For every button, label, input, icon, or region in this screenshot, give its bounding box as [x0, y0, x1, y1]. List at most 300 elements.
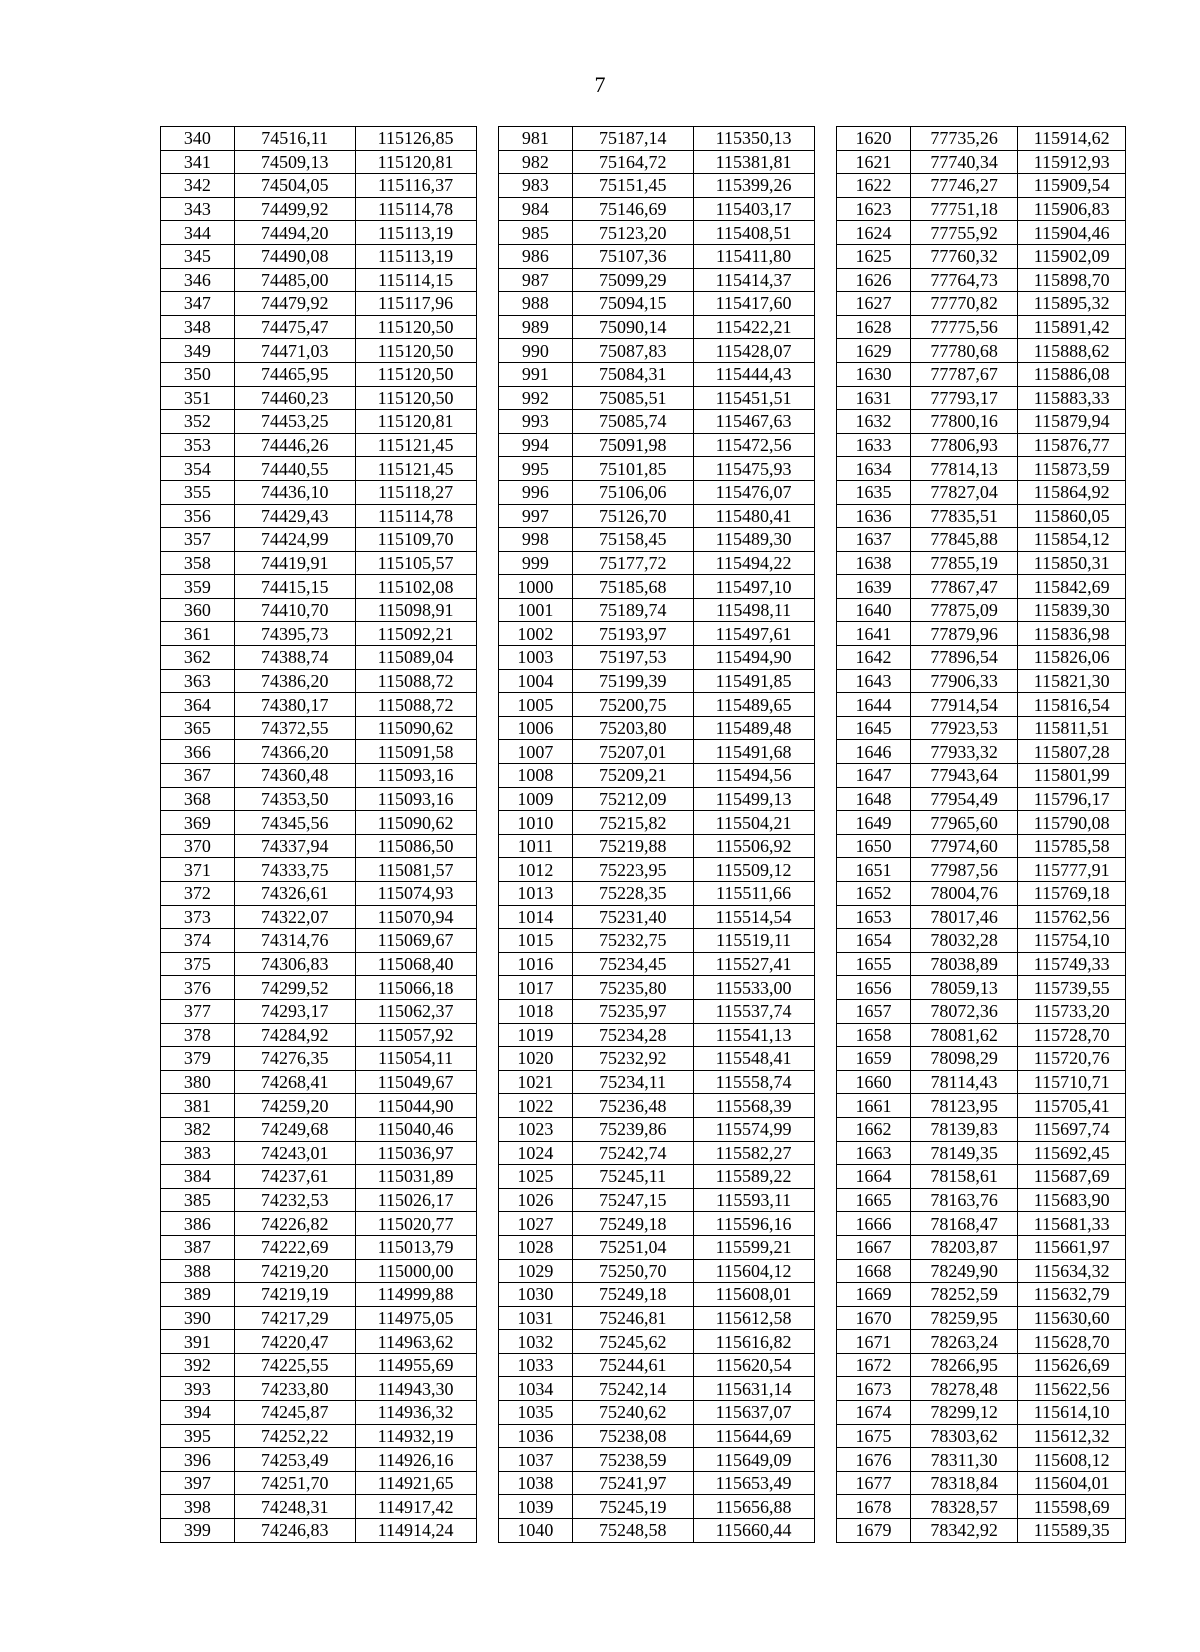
table-row	[161, 952, 1126, 976]
column-gap	[476, 1259, 499, 1283]
y-coordinate: 115062,37	[355, 999, 476, 1023]
table-row	[161, 1070, 1126, 1094]
x-coordinate: 78038,89	[910, 952, 1018, 976]
x-coordinate: 74245,87	[234, 1401, 355, 1425]
x-coordinate: 75228,35	[572, 882, 693, 906]
point-number: 345	[161, 244, 235, 268]
point-number: 1016	[499, 952, 573, 976]
x-coordinate: 78252,59	[910, 1283, 1018, 1307]
x-coordinate: 78299,12	[910, 1401, 1018, 1425]
column-gap	[476, 1070, 499, 1094]
table-row	[161, 504, 1126, 528]
point-number: 346	[161, 268, 235, 292]
x-coordinate: 78004,76	[910, 882, 1018, 906]
y-coordinate: 115864,92	[1018, 480, 1126, 504]
point-number: 394	[161, 1401, 235, 1425]
x-coordinate: 74337,94	[234, 834, 355, 858]
x-coordinate: 77827,04	[910, 480, 1018, 504]
y-coordinate: 115491,68	[693, 740, 814, 764]
point-number: 1621	[837, 150, 911, 174]
point-number: 383	[161, 1141, 235, 1165]
x-coordinate: 77740,34	[910, 150, 1018, 174]
point-number: 397	[161, 1471, 235, 1495]
y-coordinate: 115117,96	[355, 292, 476, 316]
x-coordinate: 75240,62	[572, 1401, 693, 1425]
y-coordinate: 115604,01	[1018, 1471, 1126, 1495]
column-gap	[814, 646, 837, 670]
column-gap	[476, 1188, 499, 1212]
point-number: 366	[161, 740, 235, 764]
x-coordinate: 75247,15	[572, 1188, 693, 1212]
table-row	[161, 811, 1126, 835]
y-coordinate: 115860,05	[1018, 504, 1126, 528]
point-number: 1640	[837, 598, 911, 622]
y-coordinate: 115883,33	[1018, 386, 1126, 410]
y-coordinate: 115519,11	[693, 929, 814, 953]
table-row	[161, 976, 1126, 1000]
point-number: 1028	[499, 1235, 573, 1259]
column-gap	[476, 575, 499, 599]
table-row	[161, 244, 1126, 268]
point-number: 1034	[499, 1377, 573, 1401]
x-coordinate: 75245,19	[572, 1495, 693, 1519]
y-coordinate: 115656,88	[693, 1495, 814, 1519]
x-coordinate: 78098,29	[910, 1047, 1018, 1071]
column-gap	[814, 292, 837, 316]
y-coordinate: 114917,42	[355, 1495, 476, 1519]
x-coordinate: 77780,68	[910, 339, 1018, 363]
point-number: 386	[161, 1212, 235, 1236]
column-gap	[814, 1212, 837, 1236]
table-row	[161, 1306, 1126, 1330]
column-gap	[814, 339, 837, 363]
point-number: 1038	[499, 1471, 573, 1495]
column-gap	[814, 410, 837, 434]
x-coordinate: 75101,85	[572, 457, 693, 481]
x-coordinate: 74249,68	[234, 1117, 355, 1141]
point-number: 983	[499, 174, 573, 198]
point-number: 1002	[499, 622, 573, 646]
point-number: 1676	[837, 1448, 911, 1472]
y-coordinate: 115497,61	[693, 622, 814, 646]
point-number: 398	[161, 1495, 235, 1519]
column-gap	[476, 622, 499, 646]
column-gap	[476, 1448, 499, 1472]
point-number: 1019	[499, 1023, 573, 1047]
point-number: 1031	[499, 1306, 573, 1330]
point-number: 1647	[837, 764, 911, 788]
y-coordinate: 115120,50	[355, 315, 476, 339]
x-coordinate: 77800,16	[910, 410, 1018, 434]
y-coordinate: 115850,31	[1018, 551, 1126, 575]
point-number: 1641	[837, 622, 911, 646]
point-number: 356	[161, 504, 235, 528]
x-coordinate: 78139,83	[910, 1117, 1018, 1141]
x-coordinate: 75244,61	[572, 1353, 693, 1377]
y-coordinate: 115514,54	[693, 905, 814, 929]
point-number: 396	[161, 1448, 235, 1472]
x-coordinate: 77914,54	[910, 693, 1018, 717]
point-number: 1008	[499, 764, 573, 788]
x-coordinate: 74345,56	[234, 811, 355, 835]
column-gap	[476, 858, 499, 882]
x-coordinate: 75249,18	[572, 1283, 693, 1307]
table-row	[161, 669, 1126, 693]
column-gap	[476, 1306, 499, 1330]
table-row	[161, 622, 1126, 646]
x-coordinate: 75185,68	[572, 575, 693, 599]
column-gap	[476, 716, 499, 740]
x-coordinate: 75236,48	[572, 1094, 693, 1118]
point-number: 385	[161, 1188, 235, 1212]
point-number: 996	[499, 480, 573, 504]
column-gap	[814, 197, 837, 221]
y-coordinate: 115839,30	[1018, 598, 1126, 622]
x-coordinate: 75090,14	[572, 315, 693, 339]
x-coordinate: 74475,47	[234, 315, 355, 339]
table-row	[161, 834, 1126, 858]
x-coordinate: 75164,72	[572, 150, 693, 174]
x-coordinate: 74499,92	[234, 197, 355, 221]
table-row	[161, 386, 1126, 410]
column-gap	[814, 858, 837, 882]
y-coordinate: 115444,43	[693, 362, 814, 386]
x-coordinate: 75248,58	[572, 1519, 693, 1543]
table-row	[161, 457, 1126, 481]
y-coordinate: 115796,17	[1018, 787, 1126, 811]
y-coordinate: 115612,58	[693, 1306, 814, 1330]
column-gap	[814, 811, 837, 835]
table-row	[161, 1259, 1126, 1283]
point-number: 354	[161, 457, 235, 481]
x-coordinate: 77867,47	[910, 575, 1018, 599]
table-row	[161, 1448, 1126, 1472]
point-number: 1011	[499, 834, 573, 858]
column-gap	[814, 1377, 837, 1401]
y-coordinate: 115914,62	[1018, 127, 1126, 151]
point-number: 989	[499, 315, 573, 339]
column-gap	[476, 221, 499, 245]
table-row	[161, 1165, 1126, 1189]
table-row	[161, 740, 1126, 764]
table-row	[161, 292, 1126, 316]
point-number: 1001	[499, 598, 573, 622]
y-coordinate: 115044,90	[355, 1094, 476, 1118]
column-gap	[476, 410, 499, 434]
point-number: 1651	[837, 858, 911, 882]
column-gap	[814, 457, 837, 481]
y-coordinate: 115088,72	[355, 669, 476, 693]
table-row	[161, 905, 1126, 929]
y-coordinate: 115120,81	[355, 150, 476, 174]
point-number: 1671	[837, 1330, 911, 1354]
point-number: 1014	[499, 905, 573, 929]
column-gap	[476, 882, 499, 906]
x-coordinate: 78328,57	[910, 1495, 1018, 1519]
x-coordinate: 75238,08	[572, 1424, 693, 1448]
point-number: 1634	[837, 457, 911, 481]
column-gap	[814, 221, 837, 245]
y-coordinate: 115873,59	[1018, 457, 1126, 481]
column-gap	[476, 999, 499, 1023]
point-number: 374	[161, 929, 235, 953]
table-row	[161, 1401, 1126, 1425]
column-gap	[814, 1306, 837, 1330]
x-coordinate: 77770,82	[910, 292, 1018, 316]
x-coordinate: 74293,17	[234, 999, 355, 1023]
x-coordinate: 74322,07	[234, 905, 355, 929]
y-coordinate: 115631,14	[693, 1377, 814, 1401]
x-coordinate: 75107,36	[572, 244, 693, 268]
point-number: 1032	[499, 1330, 573, 1354]
column-gap	[476, 504, 499, 528]
y-coordinate: 115489,30	[693, 528, 814, 552]
x-coordinate: 74326,61	[234, 882, 355, 906]
y-coordinate: 115506,92	[693, 834, 814, 858]
y-coordinate: 115527,41	[693, 952, 814, 976]
table-row	[161, 433, 1126, 457]
y-coordinate: 115777,91	[1018, 858, 1126, 882]
point-number: 1636	[837, 504, 911, 528]
y-coordinate: 115541,13	[693, 1023, 814, 1047]
point-number: 376	[161, 976, 235, 1000]
x-coordinate: 74516,11	[234, 127, 355, 151]
table-row	[161, 1188, 1126, 1212]
y-coordinate: 114963,62	[355, 1330, 476, 1354]
y-coordinate: 115649,09	[693, 1448, 814, 1472]
point-number: 391	[161, 1330, 235, 1354]
table-body	[161, 127, 1126, 1543]
y-coordinate: 115013,79	[355, 1235, 476, 1259]
point-number: 357	[161, 528, 235, 552]
x-coordinate: 77943,64	[910, 764, 1018, 788]
column-gap	[476, 811, 499, 835]
point-number: 388	[161, 1259, 235, 1283]
y-coordinate: 115090,62	[355, 716, 476, 740]
table-row	[161, 1353, 1126, 1377]
column-gap	[814, 433, 837, 457]
x-coordinate: 74299,52	[234, 976, 355, 1000]
y-coordinate: 115582,27	[693, 1141, 814, 1165]
point-number: 1675	[837, 1424, 911, 1448]
column-gap	[814, 504, 837, 528]
y-coordinate: 115660,44	[693, 1519, 814, 1543]
point-number: 1663	[837, 1141, 911, 1165]
column-gap	[814, 1070, 837, 1094]
y-coordinate: 115092,21	[355, 622, 476, 646]
column-gap	[476, 1330, 499, 1354]
y-coordinate: 115081,57	[355, 858, 476, 882]
point-number: 348	[161, 315, 235, 339]
x-coordinate: 75250,70	[572, 1259, 693, 1283]
x-coordinate: 77775,56	[910, 315, 1018, 339]
point-number: 399	[161, 1519, 235, 1543]
column-gap	[476, 339, 499, 363]
y-coordinate: 115118,27	[355, 480, 476, 504]
point-number: 347	[161, 292, 235, 316]
x-coordinate: 75234,45	[572, 952, 693, 976]
y-coordinate: 115548,41	[693, 1047, 814, 1071]
x-coordinate: 74233,80	[234, 1377, 355, 1401]
point-number: 1673	[837, 1377, 911, 1401]
x-coordinate: 74253,49	[234, 1448, 355, 1472]
x-coordinate: 75197,53	[572, 646, 693, 670]
column-gap	[814, 693, 837, 717]
x-coordinate: 77764,73	[910, 268, 1018, 292]
column-gap	[814, 764, 837, 788]
x-coordinate: 77954,49	[910, 787, 1018, 811]
point-number: 382	[161, 1117, 235, 1141]
x-coordinate: 77879,96	[910, 622, 1018, 646]
point-number: 1000	[499, 575, 573, 599]
point-number: 1642	[837, 646, 911, 670]
x-coordinate: 74222,69	[234, 1235, 355, 1259]
point-number: 353	[161, 433, 235, 457]
x-coordinate: 75199,39	[572, 669, 693, 693]
column-gap	[814, 1047, 837, 1071]
column-gap	[476, 1235, 499, 1259]
y-coordinate: 115537,74	[693, 999, 814, 1023]
x-coordinate: 77746,27	[910, 174, 1018, 198]
x-coordinate: 75234,11	[572, 1070, 693, 1094]
x-coordinate: 74333,75	[234, 858, 355, 882]
point-number: 1660	[837, 1070, 911, 1094]
x-coordinate: 74268,41	[234, 1070, 355, 1094]
y-coordinate: 115120,50	[355, 339, 476, 363]
y-coordinate: 115891,42	[1018, 315, 1126, 339]
point-number: 1637	[837, 528, 911, 552]
column-gap	[476, 1471, 499, 1495]
x-coordinate: 75084,31	[572, 362, 693, 386]
point-number: 352	[161, 410, 235, 434]
point-number: 351	[161, 386, 235, 410]
point-number: 1670	[837, 1306, 911, 1330]
x-coordinate: 74479,92	[234, 292, 355, 316]
column-gap	[476, 457, 499, 481]
table-row	[161, 858, 1126, 882]
table-row	[161, 882, 1126, 906]
column-gap	[476, 197, 499, 221]
x-coordinate: 78318,84	[910, 1471, 1018, 1495]
x-coordinate: 77896,54	[910, 646, 1018, 670]
point-number: 1018	[499, 999, 573, 1023]
x-coordinate: 74243,01	[234, 1141, 355, 1165]
x-coordinate: 74226,82	[234, 1212, 355, 1236]
table-row	[161, 221, 1126, 245]
x-coordinate: 75085,51	[572, 386, 693, 410]
y-coordinate: 115126,85	[355, 127, 476, 151]
table-row	[161, 1023, 1126, 1047]
column-gap	[476, 1283, 499, 1307]
y-coordinate: 114975,05	[355, 1306, 476, 1330]
x-coordinate: 75177,72	[572, 551, 693, 575]
point-number: 381	[161, 1094, 235, 1118]
column-gap	[476, 244, 499, 268]
y-coordinate: 115886,08	[1018, 362, 1126, 386]
column-gap	[476, 362, 499, 386]
x-coordinate: 74419,91	[234, 551, 355, 575]
y-coordinate: 115511,66	[693, 882, 814, 906]
y-coordinate: 115604,12	[693, 1259, 814, 1283]
x-coordinate: 74490,08	[234, 244, 355, 268]
point-number: 1025	[499, 1165, 573, 1189]
point-number: 370	[161, 834, 235, 858]
point-number: 1672	[837, 1353, 911, 1377]
column-gap	[476, 764, 499, 788]
point-number: 1649	[837, 811, 911, 835]
column-gap	[814, 952, 837, 976]
y-coordinate: 115116,37	[355, 174, 476, 198]
point-number: 362	[161, 646, 235, 670]
column-gap	[476, 1094, 499, 1118]
y-coordinate: 115836,98	[1018, 622, 1126, 646]
column-gap	[476, 127, 499, 151]
x-coordinate: 78123,95	[910, 1094, 1018, 1118]
y-coordinate: 115090,62	[355, 811, 476, 835]
table-row	[161, 693, 1126, 717]
x-coordinate: 74446,26	[234, 433, 355, 457]
y-coordinate: 114943,30	[355, 1377, 476, 1401]
point-number: 981	[499, 127, 573, 151]
point-number: 1668	[837, 1259, 911, 1283]
y-coordinate: 115589,22	[693, 1165, 814, 1189]
point-number: 1040	[499, 1519, 573, 1543]
y-coordinate: 115114,15	[355, 268, 476, 292]
x-coordinate: 77760,32	[910, 244, 1018, 268]
table-row	[161, 1471, 1126, 1495]
point-number: 380	[161, 1070, 235, 1094]
column-gap	[476, 315, 499, 339]
x-coordinate: 75239,86	[572, 1117, 693, 1141]
x-coordinate: 74471,03	[234, 339, 355, 363]
y-coordinate: 115661,97	[1018, 1235, 1126, 1259]
column-gap	[814, 1519, 837, 1543]
point-number: 1658	[837, 1023, 911, 1047]
point-number: 1662	[837, 1117, 911, 1141]
y-coordinate: 115417,60	[693, 292, 814, 316]
x-coordinate: 74353,50	[234, 787, 355, 811]
column-gap	[476, 1023, 499, 1047]
point-number: 392	[161, 1353, 235, 1377]
x-coordinate: 75245,62	[572, 1330, 693, 1354]
x-coordinate: 74252,22	[234, 1424, 355, 1448]
column-gap	[814, 976, 837, 1000]
point-number: 1664	[837, 1165, 911, 1189]
point-number: 1644	[837, 693, 911, 717]
x-coordinate: 75232,92	[572, 1047, 693, 1071]
column-gap	[476, 646, 499, 670]
y-coordinate: 115769,18	[1018, 882, 1126, 906]
y-coordinate: 114932,19	[355, 1424, 476, 1448]
x-coordinate: 74220,47	[234, 1330, 355, 1354]
y-coordinate: 115790,08	[1018, 811, 1126, 835]
point-number: 1006	[499, 716, 573, 740]
x-coordinate: 75085,74	[572, 410, 693, 434]
table-row	[161, 362, 1126, 386]
x-coordinate: 78303,62	[910, 1424, 1018, 1448]
point-number: 1039	[499, 1495, 573, 1519]
point-number: 369	[161, 811, 235, 835]
y-coordinate: 115816,54	[1018, 693, 1126, 717]
column-gap	[476, 386, 499, 410]
y-coordinate: 115114,78	[355, 197, 476, 221]
x-coordinate: 78342,92	[910, 1519, 1018, 1543]
x-coordinate: 75242,14	[572, 1377, 693, 1401]
point-number: 355	[161, 480, 235, 504]
y-coordinate: 115086,50	[355, 834, 476, 858]
x-coordinate: 74509,13	[234, 150, 355, 174]
column-gap	[814, 1495, 837, 1519]
